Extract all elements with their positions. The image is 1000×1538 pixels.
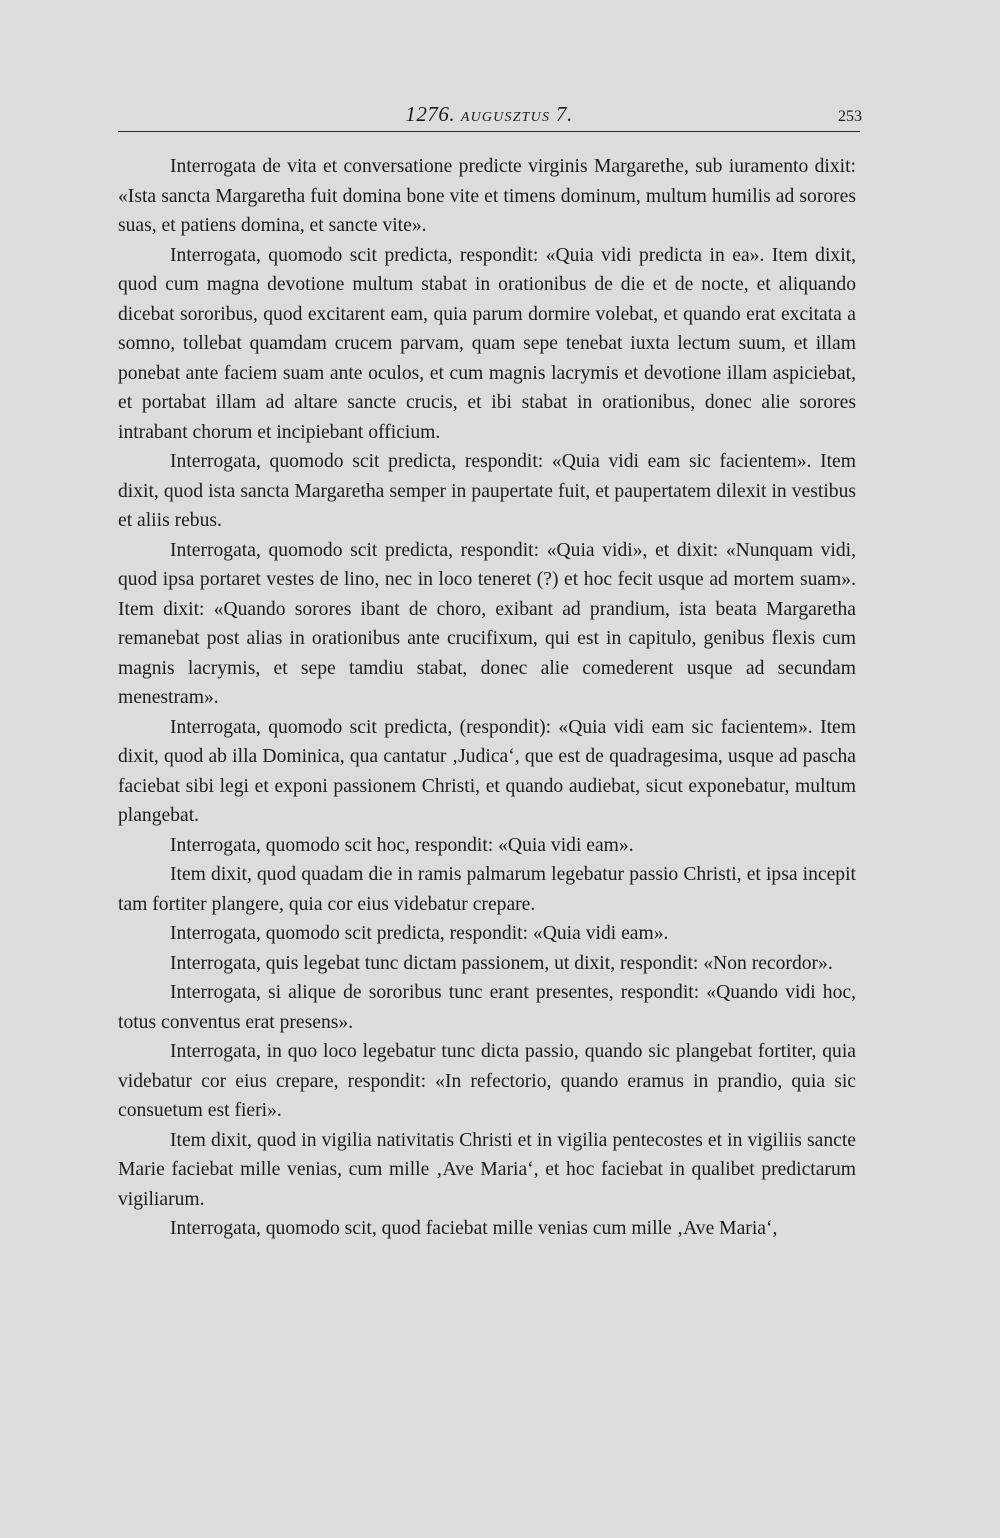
paragraph: Interrogata, quomodo scit predicta, respondit: «Quia vidi eam sic facientem». Item dixit, quod ista sancta Margaretha semper in paupertate fuit, et paupertatem dilexit in vestibus et aliis rebus. [118, 451, 856, 531]
page-number: 253 [838, 108, 862, 125]
paragraph: Item dixit, quod in vigilia nativitatis Christi et in vigilia pentecostes et in vigiliis sancte Marie faciebat mille venias, cum mille ‚Ave Maria‘, et hoc faciebat in qualibet predictarum vigiliarum. [118, 1129, 856, 1210]
paragraph: Interrogata, quomodo scit predicta, (respondit): «Quia vidi eam sic facientem». Item dixit, quod ab illa Dominica, qua cantatur ‚Judica‘, que est de quadragesima, usque ad pascha faciebat sibi legi et exponi passionem Christi, et quando audiebat, sicut exponebatur, multum plangebat. [118, 716, 856, 826]
paragraph: Interrogata, quomodo scit predicta, respondit: «Quia vidi predicta in ea». Item dixit, quod cum magna devotione multum stabat in orationibus de die et de nocte, et aliquando dicebat sororibus, quod excitarent eam, quia parum dormire volebat, et quando erat excitata a somno, tollebat quamdam crucem parvam, quam sepe tenebat iuxta lectum suum, et illam ponebat ante faciem suam ante oculos, et cum magnis lacrymis et devotione illam aspiciebat, et portabat illam ad altare sancte crucis, et ibi stabat in orationibus, donec alie sorores intrabant chorum et incipiebant officium. [118, 244, 856, 443]
paragraph: Interrogata, quis legebat tunc dictam passionem, ut dixit, respondit: «Non recordor». [170, 952, 833, 974]
paragraph: Interrogata, quomodo scit hoc, respondit: «Quia vidi eam». [170, 834, 634, 856]
paragraph: Interrogata, quomodo scit predicta, respondit: «Quia vidi eam». [170, 923, 669, 944]
header-day: 7. [555, 102, 573, 126]
paragraph: Interrogata, si alique de sororibus tunc erant presentes, respondit: «Quando vidi hoc, totus conventus erat presens». [118, 982, 856, 1033]
body-text [118, 152, 856, 1244]
paragraph: Interrogata, quomodo scit predicta, respondit: «Quia vidi», et dixit: «Nunquam vidi, quod ipsa portaret vestes de lino, nec in loco teneret (?) et hoc fecit usque ad mortem suam». Item dixit: «Quando sorores ibant de choro, exibant ad prandium, ista beata Margaretha remanebat post alias in orationibus ante crucifixum, qui est in capitulo, genibus flexis cum magnis lacrymis, et sepe tamdiu stabat, donec alie comederent usque ad secundam menestram». [118, 539, 856, 708]
header-year: 1276. [405, 102, 456, 126]
paragraph: Item dixit, quod quadam die in ramis palmarum legebatur passio Christi, et ipsa incepit tam fortiter plangere, quia cor eius videbatur crepare. [118, 864, 856, 915]
header-rule [118, 131, 860, 132]
header-title [118, 102, 860, 127]
running-header [118, 100, 860, 136]
paragraph: Interrogata, in quo loco legebatur tunc dicta passio, quando sic plangebat fortiter, quia videbatur cor eius crepare, respondit: «In refectorio, quando eramus in prandio, quia sic consuetum est fieri». [118, 1041, 856, 1121]
header-month: AUGUSZTUS [460, 110, 551, 125]
paragraph: Interrogata, quomodo scit, quod faciebat mille venias cum mille ‚Ave Maria‘, [170, 1218, 778, 1239]
paragraph: Interrogata de vita et conversatione predicte virginis Margarethe, sub iuramento dixit: «Ista sancta Margaretha fuit domina bone vite et timens dominum, multum humilis ad sorores suas, et patiens domina, et sancte vite». [118, 156, 856, 236]
